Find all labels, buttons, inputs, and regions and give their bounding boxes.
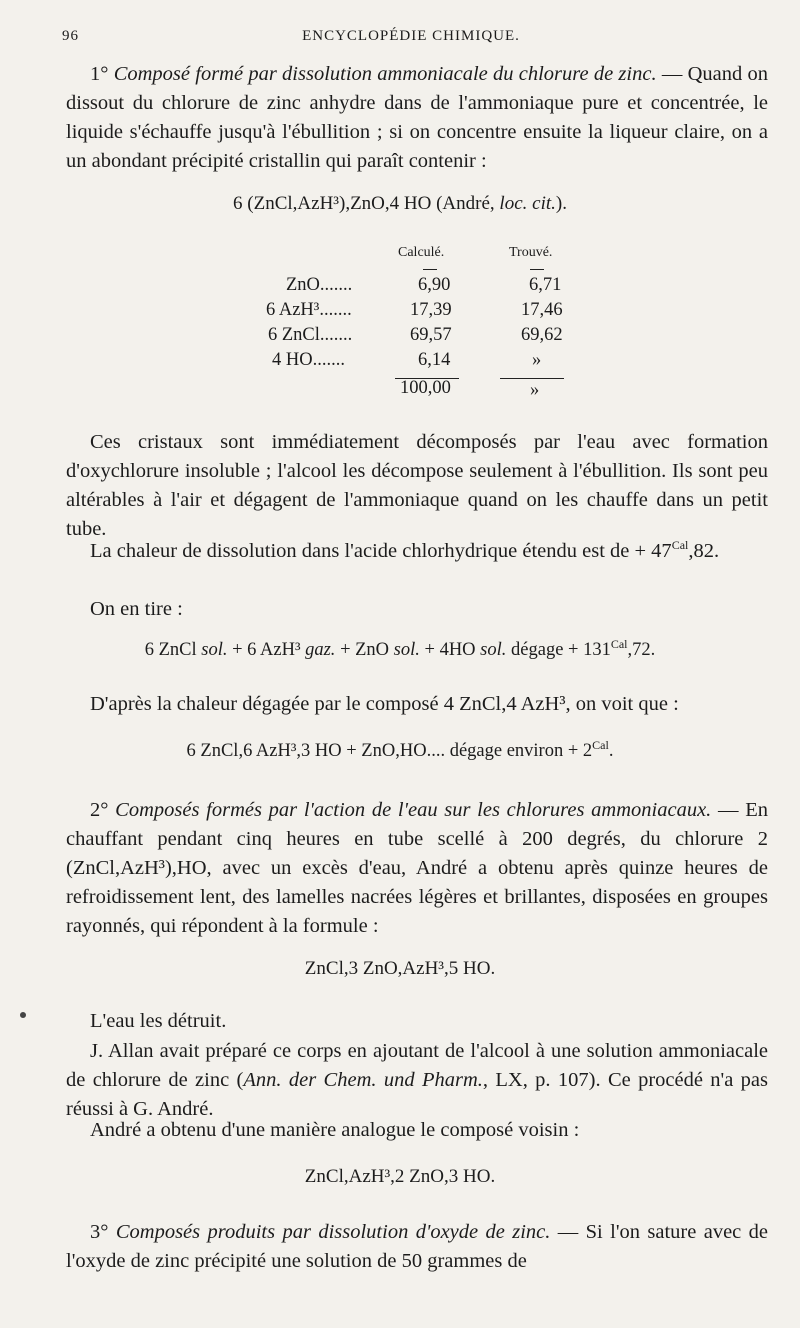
paragraph-6 bbox=[66, 1037, 768, 1124]
section-2 bbox=[66, 796, 768, 941]
paragraph-3: On en tire : bbox=[90, 598, 183, 620]
page-number: 96 bbox=[62, 28, 79, 44]
paragraph-6-b: , LX, p. 107). Ce procédé n'a pas réussi à G. André. bbox=[66, 1069, 769, 1120]
paragraph-6-ref: Ann. der Chem. und Pharm. bbox=[243, 1069, 483, 1091]
equation-2: 6 ZnCl,6 AzH³,3 HO + ZnO,HO.... dégage environ + $2^{Cal}$. bbox=[186, 737, 614, 761]
formula-2: ZnCl,3 ZnO,AzH³,5 HO. bbox=[304, 958, 496, 979]
total-calc: 100,00 bbox=[400, 378, 451, 398]
section-2-number: 2° bbox=[90, 799, 109, 821]
total-found: » bbox=[530, 380, 540, 400]
row-calc: 69,57 bbox=[410, 325, 452, 345]
row-found: 6,71 bbox=[529, 275, 562, 295]
section-1-number: 1° bbox=[90, 63, 109, 85]
section-3-number: 3° bbox=[90, 1221, 109, 1243]
paragraph-4: D'après la chaleur dégagée par le composé 4 ZnCl,4 AzH³, on voit que : bbox=[90, 693, 679, 715]
formula-3: ZnCl,AzH³,2 ZnO,3 HO. bbox=[304, 1166, 496, 1187]
analysis-table bbox=[0, 245, 800, 400]
paragraph-5: L'eau les détruit. bbox=[90, 1010, 227, 1032]
header-calcule: Calculé. bbox=[398, 245, 445, 260]
header-dash bbox=[530, 269, 544, 270]
section-1-body: — Quand on dissout du chlorure de zinc anhydre dans de l'ammoniaque pure et concentrée, le liquide s'échauffe jusqu'à l'ébullition ; si on concentre ensuite la liqueur claire, on a un abondant précipité cristallin qui paraît contenir : bbox=[66, 63, 768, 172]
formula-1-end: ). bbox=[555, 193, 567, 214]
paragraph-1: Ces cristaux sont immédiatement décomposés par l'eau avec formation d'oxychlorure insoluble ; l'alcool les décompose seulement à l'ébullition. Ils sont peu altérables à l'air et dégagent de l'ammoniaque quand on les chauffe dans un petit tube. bbox=[66, 431, 768, 540]
formula-1-main: 6 (ZnCl,AzH³),ZnO,4 HO (André, bbox=[233, 193, 495, 214]
equation-1: 6 ZnCl sol. + 6 AzH³ gaz. + ZnO sol. + 4HO sol. dégage + $131^{Cal},72$. bbox=[144, 636, 656, 660]
row-label: 6 ZnCl....... bbox=[268, 325, 353, 345]
section-2-body: — En chauffant pendant cinq heures en tube scellé à 200 degrés, du chlorure 2 (ZnCl,AzH³),HO, avec un excès d'eau, André a obtenu après quinze heures de refroidissement lent, des lamelles nacrées légères et brillantes, disposées en groupes rayonnés, qui répondent à la formule : bbox=[66, 799, 768, 937]
running-title: ENCYCLOPÉDIE CHIMIQUE. bbox=[302, 28, 520, 44]
section-3-title: Composés produits par dissolution d'oxyde de zinc. bbox=[115, 1221, 551, 1243]
total-rule bbox=[500, 378, 564, 379]
row-label: 6 AzH³....... bbox=[266, 300, 352, 320]
header-trouve: Trouvé. bbox=[509, 245, 553, 260]
paragraph-7: André a obtenu d'une manière analogue le composé voisin : bbox=[90, 1119, 580, 1141]
running-header bbox=[62, 28, 760, 50]
row-found: 17,46 bbox=[521, 300, 563, 320]
section-1-title: Composé formé par dissolution ammoniacale du chlorure de zinc. bbox=[113, 63, 657, 85]
section-1 bbox=[66, 60, 768, 176]
margin-dot bbox=[20, 1012, 26, 1018]
row-found: » bbox=[532, 350, 542, 370]
paragraph-2: La chaleur de dissolution dans l'acide chlorhydrique étendu est de + $47^{Cal},82$. bbox=[90, 538, 720, 562]
row-calc: 6,90 bbox=[418, 275, 451, 295]
formula-1 bbox=[0, 193, 800, 215]
header-dash bbox=[423, 269, 437, 270]
row-found: 69,62 bbox=[521, 325, 563, 345]
row-calc: 6,14 bbox=[418, 350, 451, 370]
row-label: 4 HO....... bbox=[272, 350, 345, 370]
row-label: ZnO....... bbox=[286, 275, 353, 295]
section-3-body: — Si l'on sature avec de l'oxyde de zinc précipité une solution de 50 grammes de bbox=[66, 1221, 769, 1272]
row-calc: 17,39 bbox=[410, 300, 452, 320]
section-2-title: Composés formés par l'action de l'eau sur les chlorures ammoniacaux. bbox=[115, 799, 712, 821]
section-3 bbox=[66, 1218, 768, 1276]
paragraph-6-a: J. Allan avait préparé ce corps en ajoutant de l'alcool à une solution ammoniacale de chlorure de zinc ( bbox=[66, 1040, 768, 1091]
formula-1-ref: loc. cit. bbox=[499, 193, 556, 214]
